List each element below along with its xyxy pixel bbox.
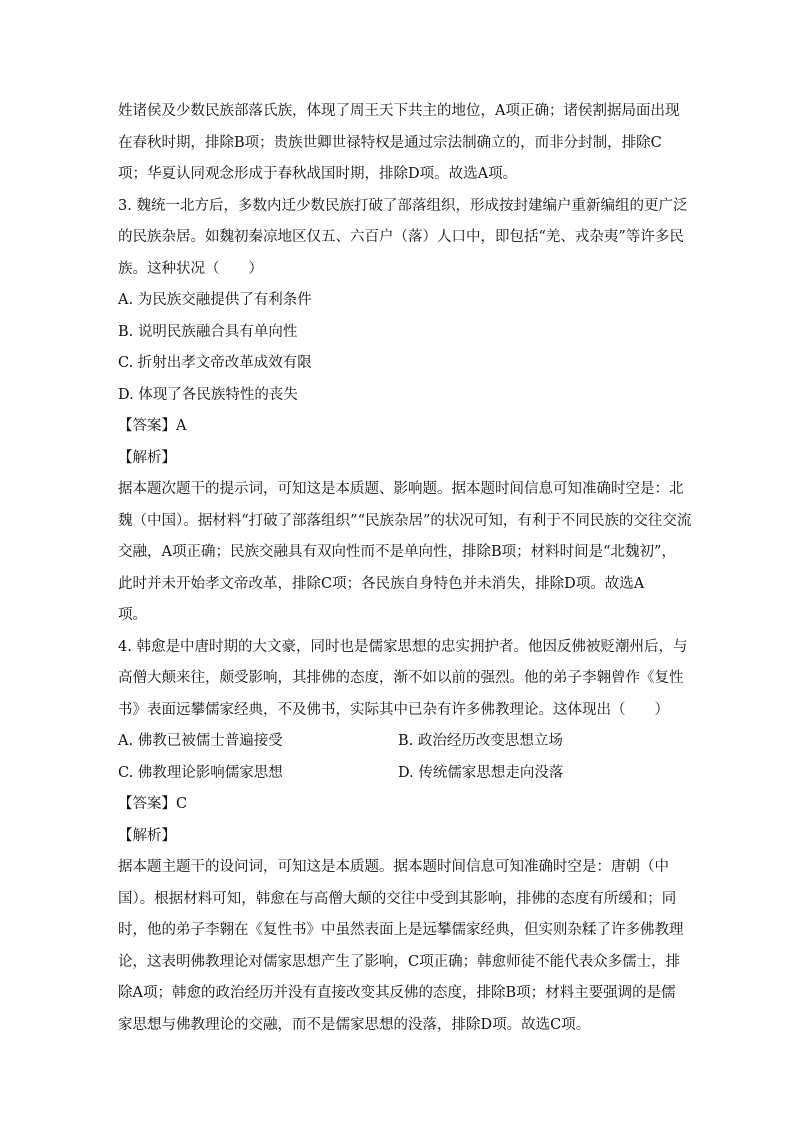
text-line: 项；华夏认同观念形成于春秋战国时期，排除D项。故选A项。	[118, 166, 518, 182]
question-stem-line: 族。这种状况（ ）	[118, 260, 263, 277]
option-a: A. 为民族交融提供了有利条件	[118, 292, 312, 308]
question-stem-line: 书》表面远攀儒家经典，不及佛书，实际其中已杂有许多佛教理论。这体现出（ ）	[118, 701, 669, 718]
previous-analysis	[118, 96, 678, 191]
option-row	[118, 758, 678, 790]
analysis-line: 项。	[118, 607, 147, 623]
question-stem-line: 3. 魏统一北方后，多数内迁少数民族打破了部落组织，形成按封建编户重新编组的更广泛	[118, 197, 688, 214]
question-3	[118, 191, 692, 632]
option-a: A. 佛教已被儒士普遍接受	[118, 733, 283, 749]
question-stem-line: 高僧大颠来往，颇受影响，其排佛的态度，渐不如以前的强烈。他的弟子李翱曾作《复性	[118, 670, 684, 686]
analysis-line: 国）。根据材料可知，韩愈在与高僧大颠的交往中受到其影响，排佛的态度有所缓和；同	[118, 890, 677, 907]
analysis-line: 交融，A项正确；民族交融具有双向性而不是单向性，排除B项；材料时间是“北魏初”，	[118, 544, 676, 560]
analysis-line: 据本题次题干的提示词，可知这是本质题、影响题。据本题时间信息可知准确时空是：北	[118, 481, 684, 497]
analysis-line: 魏（中国）。据材料“打破了部落组织”“民族杂居”的状况可知，有利于不同民族的交往交流	[118, 512, 692, 529]
analysis-line: 除A项；韩愈的政治经历并没有直接改变其反佛的态度，排除B项；材料主要强调的是儒	[118, 985, 676, 1001]
answer-label: 【答案】C	[118, 796, 188, 812]
text-line: 在春秋时期，排除B项；贵族世卿世禄特权是通过宗法制确立的，而非分封制，排除C	[118, 134, 662, 151]
option-d: D. 体现了各民族特性的丧失	[118, 386, 298, 403]
analysis-line: 据本题主题干的设问词，可知这是本质题。据本题时间信息可知准确时空是：唐朝（中	[118, 859, 669, 875]
question-4	[118, 632, 688, 1042]
option-b: B. 说明民族融合具有单向性	[118, 323, 298, 340]
analysis-label: 【解析】	[118, 449, 176, 466]
analysis-label: 【解析】	[118, 827, 176, 844]
document-body	[118, 96, 692, 1041]
analysis-line: 时，他的弟子李翱在《复性书》中虽然表面上是远攀儒家经典，但实则杂糅了许多佛教理	[118, 922, 684, 938]
option-c: C. 佛教理论影响儒家思想	[118, 764, 283, 781]
question-stem-line: 的民族杂居。如魏初秦凉地区仅五、六百户（落）人口中，即包括“羌、戎杂夷”等许多民	[118, 229, 684, 245]
option-d: D. 传统儒家思想走向没落	[398, 764, 564, 781]
option-row	[118, 726, 678, 758]
analysis-line: 此时并未开始孝文帝改革，排除C项；各民族自身特色并未消失，排除D项。故选A	[118, 575, 645, 592]
question-stem-line: 4. 韩愈是中唐时期的大文豪，同时也是儒家思想的忠实拥护者。他因反佛被贬潮州后，与	[118, 638, 688, 655]
option-b: B. 政治经历改变思想立场	[398, 733, 563, 749]
analysis-line: 论，这表明佛教理论对儒家思想产生了影响，C项正确；韩愈师徒不能代表众多儒士，排	[118, 953, 681, 970]
analysis-line: 家思想与佛教理论的交融，而不是儒家思想的没落，排除D项。故选C项。	[118, 1016, 591, 1033]
text-line: 姓诸侯及少数民族部落氏族，体现了周王天下共主的地位，A项正确；诸侯割据局面出现	[118, 103, 680, 119]
option-c: C. 折射出孝文帝改革成效有限	[118, 355, 312, 371]
answer-label: 【答案】A	[118, 418, 187, 434]
